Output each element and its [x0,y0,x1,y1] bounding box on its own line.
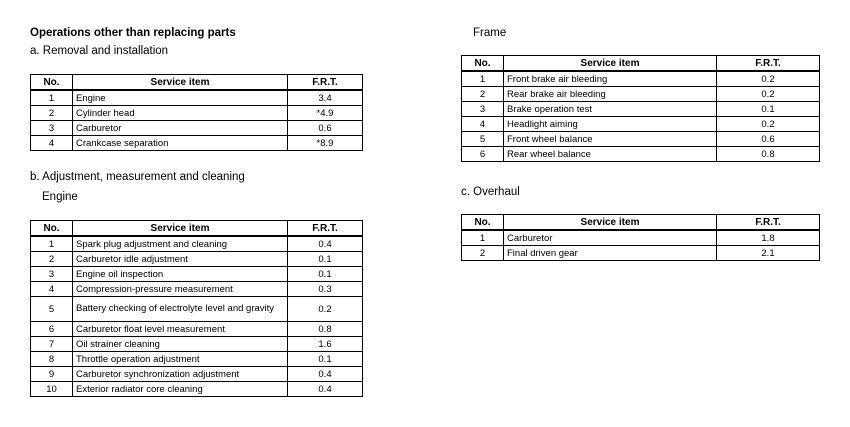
engine-subheading: Engine [42,191,78,203]
row-no: 6 [462,147,504,162]
row-no: 1 [462,71,504,87]
row-service-item: Compression-pressure measurement [73,282,288,297]
row-service-item: Spark plug adjustment and cleaning [73,236,288,252]
table-row [31,252,363,267]
row-frt: 0.4 [288,236,363,252]
row-no: 9 [31,367,73,382]
row-frt: 0.8 [288,322,363,337]
row-service-item: Exterior radiator core cleaning [73,382,288,397]
row-service-item: Front brake air bleeding [504,71,717,87]
table-row [31,352,363,367]
row-no: 1 [462,230,504,246]
row-no: 7 [31,337,73,352]
row-service-item: Carburetor synchronization adjustment [73,367,288,382]
table-row [462,230,820,246]
row-service-item: Engine oil inspection [73,267,288,282]
overhaul-table [461,214,820,261]
table-header-row [31,221,363,237]
row-no: 1 [31,236,73,252]
table-row [31,90,363,106]
section-a-heading: a. Removal and installation [30,45,169,57]
row-frt: 0.1 [288,252,363,267]
row-service-item: Rear wheel balance [504,147,717,162]
column-header-service-item: Service item [73,221,288,237]
table-row [31,236,363,252]
row-frt: 3.4 [288,90,363,106]
table-row [462,246,820,261]
table-row [31,382,363,397]
row-no: 4 [462,117,504,132]
row-no: 2 [31,106,73,121]
row-frt: 0.3 [288,282,363,297]
page-title: Operations other than replacing parts [30,27,236,39]
table-row [31,267,363,282]
row-service-item: Final driven gear [504,246,717,261]
column-header-no: No. [31,221,73,237]
table-row [462,87,820,102]
row-service-item: Brake operation test [504,102,717,117]
table-row [462,147,820,162]
table-row [462,132,820,147]
row-frt: 0.1 [288,352,363,367]
table-row [31,322,363,337]
row-service-item: Rear brake air bleeding [504,87,717,102]
column-header-frt: F.R.T. [717,56,820,72]
row-frt: 0.2 [717,117,820,132]
row-frt: 0.4 [288,382,363,397]
column-header-frt: F.R.T. [288,221,363,237]
column-header-frt: F.R.T. [288,75,363,91]
column-header-frt: F.R.T. [717,215,820,231]
row-service-item: Battery checking of electrolyte level and gravity [73,297,288,322]
row-frt: 0.2 [717,87,820,102]
frame-adjustment-table [461,55,820,162]
row-frt: *4.9 [288,106,363,121]
row-no: 6 [31,322,73,337]
table-row [462,71,820,87]
row-no: 8 [31,352,73,367]
table-row [462,102,820,117]
removal-installation-table [30,74,363,151]
row-no: 3 [462,102,504,117]
section-b-heading: b. Adjustment, measurement and cleaning [30,171,245,183]
row-frt: 0.6 [288,121,363,136]
row-no: 2 [462,246,504,261]
row-no: 5 [462,132,504,147]
row-service-item: Front wheel balance [504,132,717,147]
row-frt: 0.8 [717,147,820,162]
row-frt: 1.8 [717,230,820,246]
row-service-item: Oil strainer cleaning [73,337,288,352]
table-row [31,106,363,121]
row-frt: 1.6 [288,337,363,352]
row-frt: 0.2 [288,297,363,322]
row-service-item: Carburetor [504,230,717,246]
row-no: 3 [31,267,73,282]
row-frt: 0.6 [717,132,820,147]
row-service-item: Cylinder head [73,106,288,121]
row-no: 3 [31,121,73,136]
row-frt: 0.2 [717,71,820,87]
row-service-item: Headlight aiming [504,117,717,132]
row-service-item: Carburetor [73,121,288,136]
row-no: 4 [31,136,73,151]
row-no: 5 [31,297,73,322]
row-service-item: Carburetor idle adjustment [73,252,288,267]
column-header-service-item: Service item [504,215,717,231]
table-row [31,297,363,322]
table-row [31,337,363,352]
table-header-row [31,75,363,91]
engine-adjustment-table [30,220,363,397]
column-header-service-item: Service item [504,56,717,72]
column-header-no: No. [462,56,504,72]
row-frt: 2.1 [717,246,820,261]
column-header-no: No. [31,75,73,91]
column-header-no: No. [462,215,504,231]
frame-subheading: Frame [473,27,507,39]
row-no: 4 [31,282,73,297]
table-row [31,121,363,136]
table-row [31,367,363,382]
row-no: 1 [31,90,73,106]
row-no: 10 [31,382,73,397]
table-header-row [462,215,820,231]
table-row [31,136,363,151]
column-header-service-item: Service item [73,75,288,91]
row-service-item: Throttle operation adjustment [73,352,288,367]
row-frt: *8.9 [288,136,363,151]
table-row [31,282,363,297]
row-no: 2 [31,252,73,267]
section-c-heading: c. Overhaul [461,186,520,198]
row-frt: 0.4 [288,367,363,382]
row-no: 2 [462,87,504,102]
row-service-item: Crankcase separation [73,136,288,151]
row-service-item: Engine [73,90,288,106]
table-row [462,117,820,132]
row-frt: 0.1 [717,102,820,117]
table-header-row [462,56,820,72]
row-frt: 0.1 [288,267,363,282]
row-service-item: Carburetor float level measurement [73,322,288,337]
